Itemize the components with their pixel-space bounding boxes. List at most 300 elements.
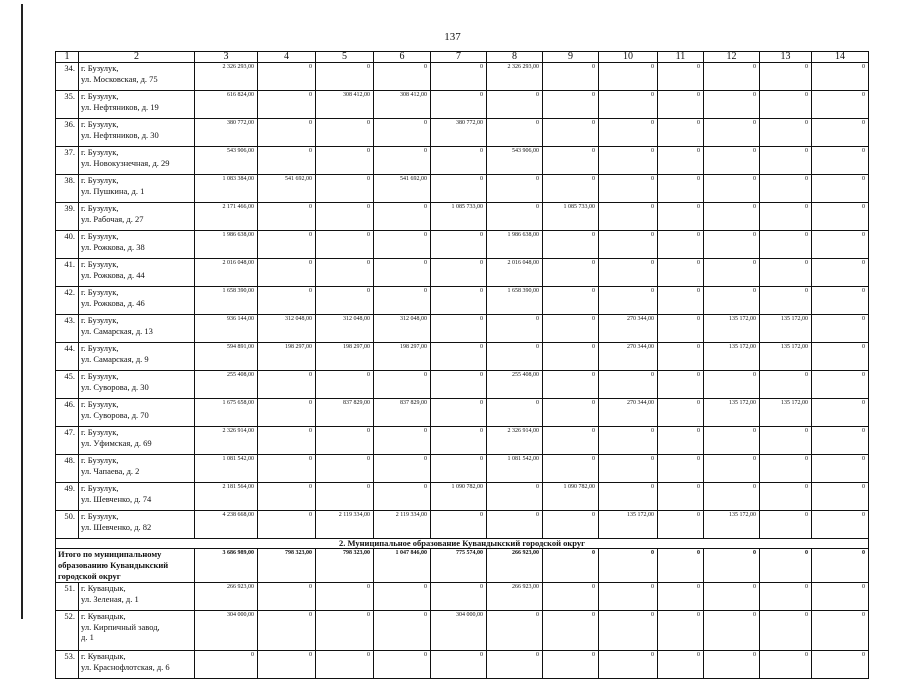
amount-cell: 0 <box>316 119 374 147</box>
amount-cell: 0 <box>704 583 760 611</box>
amount-cell: 135 172,00 <box>704 399 760 427</box>
address-city: г. Кувандык, <box>81 611 126 621</box>
amount-cell: 0 <box>812 259 869 287</box>
amount-cell: 0 <box>431 343 487 371</box>
amount-cell: 0 <box>487 91 543 119</box>
amount-cell: 266 923,00 <box>487 583 543 611</box>
amount-cell: 135 172,00 <box>704 343 760 371</box>
amount-cell: 1 085 733,00 <box>431 203 487 231</box>
amount-cell: 0 <box>487 611 543 651</box>
binding-margin-line <box>21 4 23 619</box>
amount-cell: 0 <box>704 427 760 455</box>
amount-cell: 135 172,00 <box>760 343 812 371</box>
amount-cell: 198 297,00 <box>258 343 316 371</box>
amount-cell: 0 <box>599 427 658 455</box>
amount-cell: 0 <box>658 483 704 511</box>
amount-cell: 0 <box>374 119 431 147</box>
row-index: 43. <box>56 315 79 343</box>
address-cell <box>79 455 195 483</box>
amount-cell: 304 000,00 <box>431 611 487 651</box>
row-index: 39. <box>56 203 79 231</box>
amount-cell: 1 658 390,00 <box>487 287 543 315</box>
amount-cell: 0 <box>258 371 316 399</box>
amount-cell: 0 <box>704 91 760 119</box>
amount-cell: 0 <box>599 455 658 483</box>
row-index: 51. <box>56 583 79 611</box>
amount-cell: 2 181 564,00 <box>195 483 258 511</box>
amount-cell: 0 <box>658 203 704 231</box>
amount-cell: 0 <box>599 91 658 119</box>
total-amount-cell: 798 323,00 <box>258 549 316 583</box>
address-city: г. Бузулук, <box>81 371 119 381</box>
amount-cell: 0 <box>658 231 704 259</box>
amount-cell: 2 016 048,00 <box>195 259 258 287</box>
address-cell <box>79 371 195 399</box>
address-cell <box>79 483 195 511</box>
amount-cell: 0 <box>760 651 812 679</box>
amount-cell: 0 <box>599 287 658 315</box>
amount-cell: 0 <box>316 371 374 399</box>
amount-cell: 0 <box>658 511 704 539</box>
table-row <box>56 399 869 427</box>
address-cell <box>79 119 195 147</box>
address-street: ул. Уфимская, д. 69 <box>81 437 152 448</box>
column-number: 4 <box>258 52 316 63</box>
amount-cell: 0 <box>431 287 487 315</box>
amount-cell: 4 238 668,00 <box>195 511 258 539</box>
column-number: 11 <box>658 52 704 63</box>
amount-cell: 0 <box>704 119 760 147</box>
amount-cell: 0 <box>258 147 316 175</box>
address-city: г. Бузулук, <box>81 203 119 213</box>
address-street: ул. Нефтяников, д. 19 <box>81 101 159 112</box>
amount-cell: 0 <box>658 119 704 147</box>
amount-cell: 2 326 293,00 <box>487 63 543 91</box>
amount-cell: 0 <box>658 455 704 483</box>
table-row <box>56 315 869 343</box>
amount-cell: 0 <box>543 511 599 539</box>
amount-cell: 543 906,00 <box>195 147 258 175</box>
amount-cell: 0 <box>543 399 599 427</box>
row-index: 50. <box>56 511 79 539</box>
amount-cell: 0 <box>658 399 704 427</box>
address-street: ул. Рожкова, д. 46 <box>81 297 145 308</box>
amount-cell: 0 <box>316 259 374 287</box>
amount-cell: 0 <box>658 343 704 371</box>
amount-cell: 0 <box>812 203 869 231</box>
amount-cell: 0 <box>374 651 431 679</box>
amount-cell: 0 <box>487 175 543 203</box>
row-index: 45. <box>56 371 79 399</box>
amount-cell: 0 <box>431 91 487 119</box>
amount-cell: 0 <box>258 203 316 231</box>
amount-cell: 0 <box>599 63 658 91</box>
row-index: 40. <box>56 231 79 259</box>
amount-cell: 0 <box>258 119 316 147</box>
address-street: ул. Рожкова, д. 44 <box>81 269 145 280</box>
amount-cell: 0 <box>704 203 760 231</box>
amount-cell: 2 119 334,00 <box>374 511 431 539</box>
amount-cell: 0 <box>374 63 431 91</box>
amount-cell: 0 <box>658 259 704 287</box>
row-index: 38. <box>56 175 79 203</box>
amount-cell: 0 <box>374 583 431 611</box>
amount-cell: 0 <box>487 203 543 231</box>
address-city: г. Кувандык, <box>81 651 126 661</box>
amount-cell: 0 <box>812 455 869 483</box>
amount-cell: 270 344,00 <box>599 343 658 371</box>
amount-cell: 135 172,00 <box>704 315 760 343</box>
amount-cell: 135 172,00 <box>760 399 812 427</box>
amount-cell: 0 <box>487 119 543 147</box>
amount-cell: 0 <box>543 371 599 399</box>
amount-cell: 0 <box>599 119 658 147</box>
amount-cell: 198 297,00 <box>374 343 431 371</box>
address-city: г. Бузулук, <box>81 287 119 297</box>
amount-cell: 0 <box>760 511 812 539</box>
table-row <box>56 175 869 203</box>
address-city: г. Кувандык, <box>81 583 126 593</box>
amount-cell: 0 <box>431 147 487 175</box>
amount-cell: 1 986 638,00 <box>195 231 258 259</box>
amount-cell: 0 <box>374 287 431 315</box>
amount-cell: 0 <box>760 119 812 147</box>
address-cell <box>79 203 195 231</box>
address-city: г. Бузулук, <box>81 427 119 437</box>
amount-cell: 0 <box>812 343 869 371</box>
amount-cell: 0 <box>658 651 704 679</box>
amount-cell: 0 <box>812 399 869 427</box>
address-city: г. Бузулук, <box>81 147 119 157</box>
amount-cell: 0 <box>704 231 760 259</box>
table-row <box>56 371 869 399</box>
column-number: 5 <box>316 52 374 63</box>
address-street: ул. Московская, д. 75 <box>81 73 158 84</box>
amount-cell: 0 <box>658 175 704 203</box>
amount-cell: 0 <box>258 427 316 455</box>
amount-cell: 0 <box>704 611 760 651</box>
amount-cell: 0 <box>431 427 487 455</box>
address-cell <box>79 287 195 315</box>
address-city: г. Бузулук, <box>81 343 119 353</box>
amount-cell: 0 <box>599 259 658 287</box>
address-cell <box>79 343 195 371</box>
amount-cell: 0 <box>760 611 812 651</box>
amount-cell: 0 <box>543 427 599 455</box>
amount-cell: 0 <box>704 259 760 287</box>
column-number: 8 <box>487 52 543 63</box>
amount-cell: 304 000,00 <box>195 611 258 651</box>
column-number: 3 <box>195 52 258 63</box>
amount-cell: 0 <box>812 511 869 539</box>
amount-cell: 0 <box>374 611 431 651</box>
amount-cell: 0 <box>812 91 869 119</box>
address-cell <box>79 231 195 259</box>
address-city: г. Бузулук, <box>81 315 119 325</box>
address-cell <box>79 315 195 343</box>
total-amount-cell: 0 <box>543 549 599 583</box>
table-row <box>56 119 869 147</box>
amount-cell: 0 <box>812 583 869 611</box>
amount-cell: 594 891,00 <box>195 343 258 371</box>
row-index: 52. <box>56 611 79 651</box>
total-label: Итого по муниципальному образованию Кувандыкский городской округ <box>56 549 195 583</box>
amount-cell: 2 326 914,00 <box>487 427 543 455</box>
amount-cell: 0 <box>599 147 658 175</box>
amount-cell: 0 <box>658 63 704 91</box>
amount-cell: 1 658 390,00 <box>195 287 258 315</box>
total-amount-cell: 0 <box>599 549 658 583</box>
amount-cell: 837 829,00 <box>374 399 431 427</box>
amount-cell: 0 <box>704 147 760 175</box>
amount-cell: 312 048,00 <box>258 315 316 343</box>
address-street: ул. Новокузнечная, д. 29 <box>81 157 170 168</box>
row-index: 48. <box>56 455 79 483</box>
amount-cell: 0 <box>704 651 760 679</box>
amount-cell: 0 <box>543 63 599 91</box>
table-row <box>56 611 869 651</box>
amount-cell: 0 <box>704 175 760 203</box>
address-city: г. Бузулук, <box>81 259 119 269</box>
address-cell <box>79 399 195 427</box>
row-index: 47. <box>56 427 79 455</box>
amount-cell: 0 <box>543 231 599 259</box>
address-city: г. Бузулук, <box>81 455 119 465</box>
amount-cell: 0 <box>431 259 487 287</box>
table-row <box>56 455 869 483</box>
amount-cell: 0 <box>599 203 658 231</box>
amount-cell: 380 772,00 <box>195 119 258 147</box>
column-number: 12 <box>704 52 760 63</box>
amount-cell: 0 <box>258 231 316 259</box>
amount-cell: 0 <box>599 611 658 651</box>
amount-cell: 936 144,00 <box>195 315 258 343</box>
section-title: 2. Муниципальное образование Кувандыкский городской округ <box>56 539 869 549</box>
amount-cell: 0 <box>543 315 599 343</box>
amount-cell: 0 <box>760 371 812 399</box>
address-street: ул. Самарская, д. 13 <box>81 325 153 336</box>
amount-cell: 0 <box>431 651 487 679</box>
address-cell <box>79 611 195 651</box>
amount-cell: 0 <box>374 259 431 287</box>
address-cell <box>79 147 195 175</box>
address-cell <box>79 583 195 611</box>
amount-cell: 0 <box>374 371 431 399</box>
amount-cell: 0 <box>258 651 316 679</box>
amount-cell: 0 <box>812 315 869 343</box>
column-number: 1 <box>56 52 79 63</box>
address-street: ул. Самарская, д. 9 <box>81 353 149 364</box>
amount-cell: 0 <box>812 651 869 679</box>
amount-cell: 0 <box>431 399 487 427</box>
row-index: 37. <box>56 147 79 175</box>
data-table <box>55 51 869 679</box>
amount-cell: 0 <box>658 91 704 119</box>
amount-cell: 0 <box>812 427 869 455</box>
amount-cell: 0 <box>316 147 374 175</box>
row-index: 34. <box>56 63 79 91</box>
address-city: г. Бузулук, <box>81 119 119 129</box>
amount-cell: 1 986 638,00 <box>487 231 543 259</box>
amount-cell: 0 <box>658 287 704 315</box>
amount-cell: 0 <box>316 651 374 679</box>
amount-cell: 0 <box>543 259 599 287</box>
address-cell <box>79 259 195 287</box>
table-row <box>56 287 869 315</box>
amount-cell: 0 <box>258 91 316 119</box>
amount-cell: 0 <box>543 583 599 611</box>
amount-cell: 0 <box>487 343 543 371</box>
amount-cell: 0 <box>704 63 760 91</box>
amount-cell: 1 090 782,00 <box>431 483 487 511</box>
amount-cell: 0 <box>543 455 599 483</box>
amount-cell: 0 <box>760 63 812 91</box>
amount-cell: 0 <box>431 175 487 203</box>
amount-cell: 0 <box>812 287 869 315</box>
table-row <box>56 231 869 259</box>
amount-cell: 1 090 782,00 <box>543 483 599 511</box>
address-city: г. Бузулук, <box>81 231 119 241</box>
amount-cell: 0 <box>316 427 374 455</box>
amount-cell: 2 326 293,00 <box>195 63 258 91</box>
amount-cell: 0 <box>812 147 869 175</box>
amount-cell: 0 <box>258 259 316 287</box>
amount-cell: 0 <box>812 63 869 91</box>
amount-cell: 0 <box>431 371 487 399</box>
address-city: г. Бузулук, <box>81 511 119 521</box>
amount-cell: 616 824,00 <box>195 91 258 119</box>
amount-cell: 0 <box>812 611 869 651</box>
address-city: г. Бузулук, <box>81 175 119 185</box>
amount-cell: 0 <box>658 371 704 399</box>
amount-cell: 0 <box>812 371 869 399</box>
amount-cell: 0 <box>704 455 760 483</box>
amount-cell: 0 <box>760 455 812 483</box>
amount-cell: 0 <box>316 287 374 315</box>
amount-cell: 0 <box>658 583 704 611</box>
page-number: 137 <box>444 31 461 43</box>
amount-cell: 0 <box>316 203 374 231</box>
amount-cell: 0 <box>374 203 431 231</box>
table-row <box>56 583 869 611</box>
address-street: ул. Кирпичный завод, <box>81 621 160 632</box>
amount-cell: 255 408,00 <box>195 371 258 399</box>
row-index: 36. <box>56 119 79 147</box>
table-row <box>56 483 869 511</box>
column-number: 10 <box>599 52 658 63</box>
address-house: д. 1 <box>81 632 94 642</box>
amount-cell: 0 <box>812 175 869 203</box>
amount-cell: 0 <box>374 427 431 455</box>
table-row <box>56 427 869 455</box>
address-street: ул. Шевченко, д. 74 <box>81 493 152 504</box>
column-number: 7 <box>431 52 487 63</box>
row-index: 42. <box>56 287 79 315</box>
amount-cell: 0 <box>431 315 487 343</box>
amount-cell: 308 412,00 <box>374 91 431 119</box>
address-street: ул. Суворова, д. 30 <box>81 381 149 392</box>
total-amount-cell: 3 686 989,00 <box>195 549 258 583</box>
amount-cell: 0 <box>374 147 431 175</box>
address-cell <box>79 427 195 455</box>
amount-cell: 2 326 914,00 <box>195 427 258 455</box>
row-index: 46. <box>56 399 79 427</box>
address-city: г. Бузулук, <box>81 91 119 101</box>
amount-cell: 0 <box>487 315 543 343</box>
amount-cell: 0 <box>704 371 760 399</box>
amount-cell: 0 <box>316 231 374 259</box>
total-amount-cell: 798 323,00 <box>316 549 374 583</box>
amount-cell: 0 <box>431 455 487 483</box>
amount-cell: 0 <box>258 63 316 91</box>
amount-cell: 270 344,00 <box>599 315 658 343</box>
amount-cell: 0 <box>316 611 374 651</box>
amount-cell: 266 923,00 <box>195 583 258 611</box>
amount-cell: 312 048,00 <box>374 315 431 343</box>
section-header-row <box>56 539 869 549</box>
amount-cell: 0 <box>760 175 812 203</box>
total-amount-cell: 0 <box>658 549 704 583</box>
amount-cell: 0 <box>658 315 704 343</box>
amount-cell: 308 412,00 <box>316 91 374 119</box>
amount-cell: 135 172,00 <box>760 315 812 343</box>
amount-cell: 0 <box>258 455 316 483</box>
amount-cell: 0 <box>543 119 599 147</box>
table-row <box>56 203 869 231</box>
address-street: ул. Пушкина, д. 1 <box>81 185 145 196</box>
amount-cell: 2 171 466,00 <box>195 203 258 231</box>
amount-cell: 2 119 334,00 <box>316 511 374 539</box>
address-street: ул. Нефтяников, д. 30 <box>81 129 159 140</box>
amount-cell: 541 692,00 <box>374 175 431 203</box>
amount-cell: 0 <box>543 287 599 315</box>
amount-cell: 0 <box>316 175 374 203</box>
amount-cell: 0 <box>487 651 543 679</box>
amount-cell: 0 <box>374 483 431 511</box>
amount-cell: 0 <box>599 651 658 679</box>
amount-cell: 0 <box>431 231 487 259</box>
amount-cell: 0 <box>760 147 812 175</box>
address-street: ул. Краснофлотская, д. 6 <box>81 661 170 672</box>
amount-cell: 0 <box>258 511 316 539</box>
amount-cell: 0 <box>316 483 374 511</box>
column-number: 2 <box>79 52 195 63</box>
amount-cell: 0 <box>431 511 487 539</box>
address-street: ул. Шевченко, д. 82 <box>81 521 152 532</box>
row-index: 53. <box>56 651 79 679</box>
amount-cell: 135 172,00 <box>704 511 760 539</box>
amount-cell: 0 <box>704 483 760 511</box>
column-number: 14 <box>812 52 869 63</box>
column-number: 9 <box>543 52 599 63</box>
row-index: 35. <box>56 91 79 119</box>
amount-cell: 0 <box>543 91 599 119</box>
column-number: 6 <box>374 52 431 63</box>
address-cell <box>79 63 195 91</box>
total-amount-cell: 1 047 846,00 <box>374 549 431 583</box>
amount-cell: 1 081 542,00 <box>195 455 258 483</box>
address-city: г. Бузулук, <box>81 483 119 493</box>
table-row <box>56 259 869 287</box>
row-index: 49. <box>56 483 79 511</box>
amount-cell: 0 <box>374 231 431 259</box>
amount-cell: 0 <box>704 287 760 315</box>
address-cell <box>79 651 195 679</box>
total-amount-cell: 0 <box>760 549 812 583</box>
amount-cell: 0 <box>543 651 599 679</box>
total-amount-cell: 775 574,00 <box>431 549 487 583</box>
amount-cell: 270 344,00 <box>599 399 658 427</box>
